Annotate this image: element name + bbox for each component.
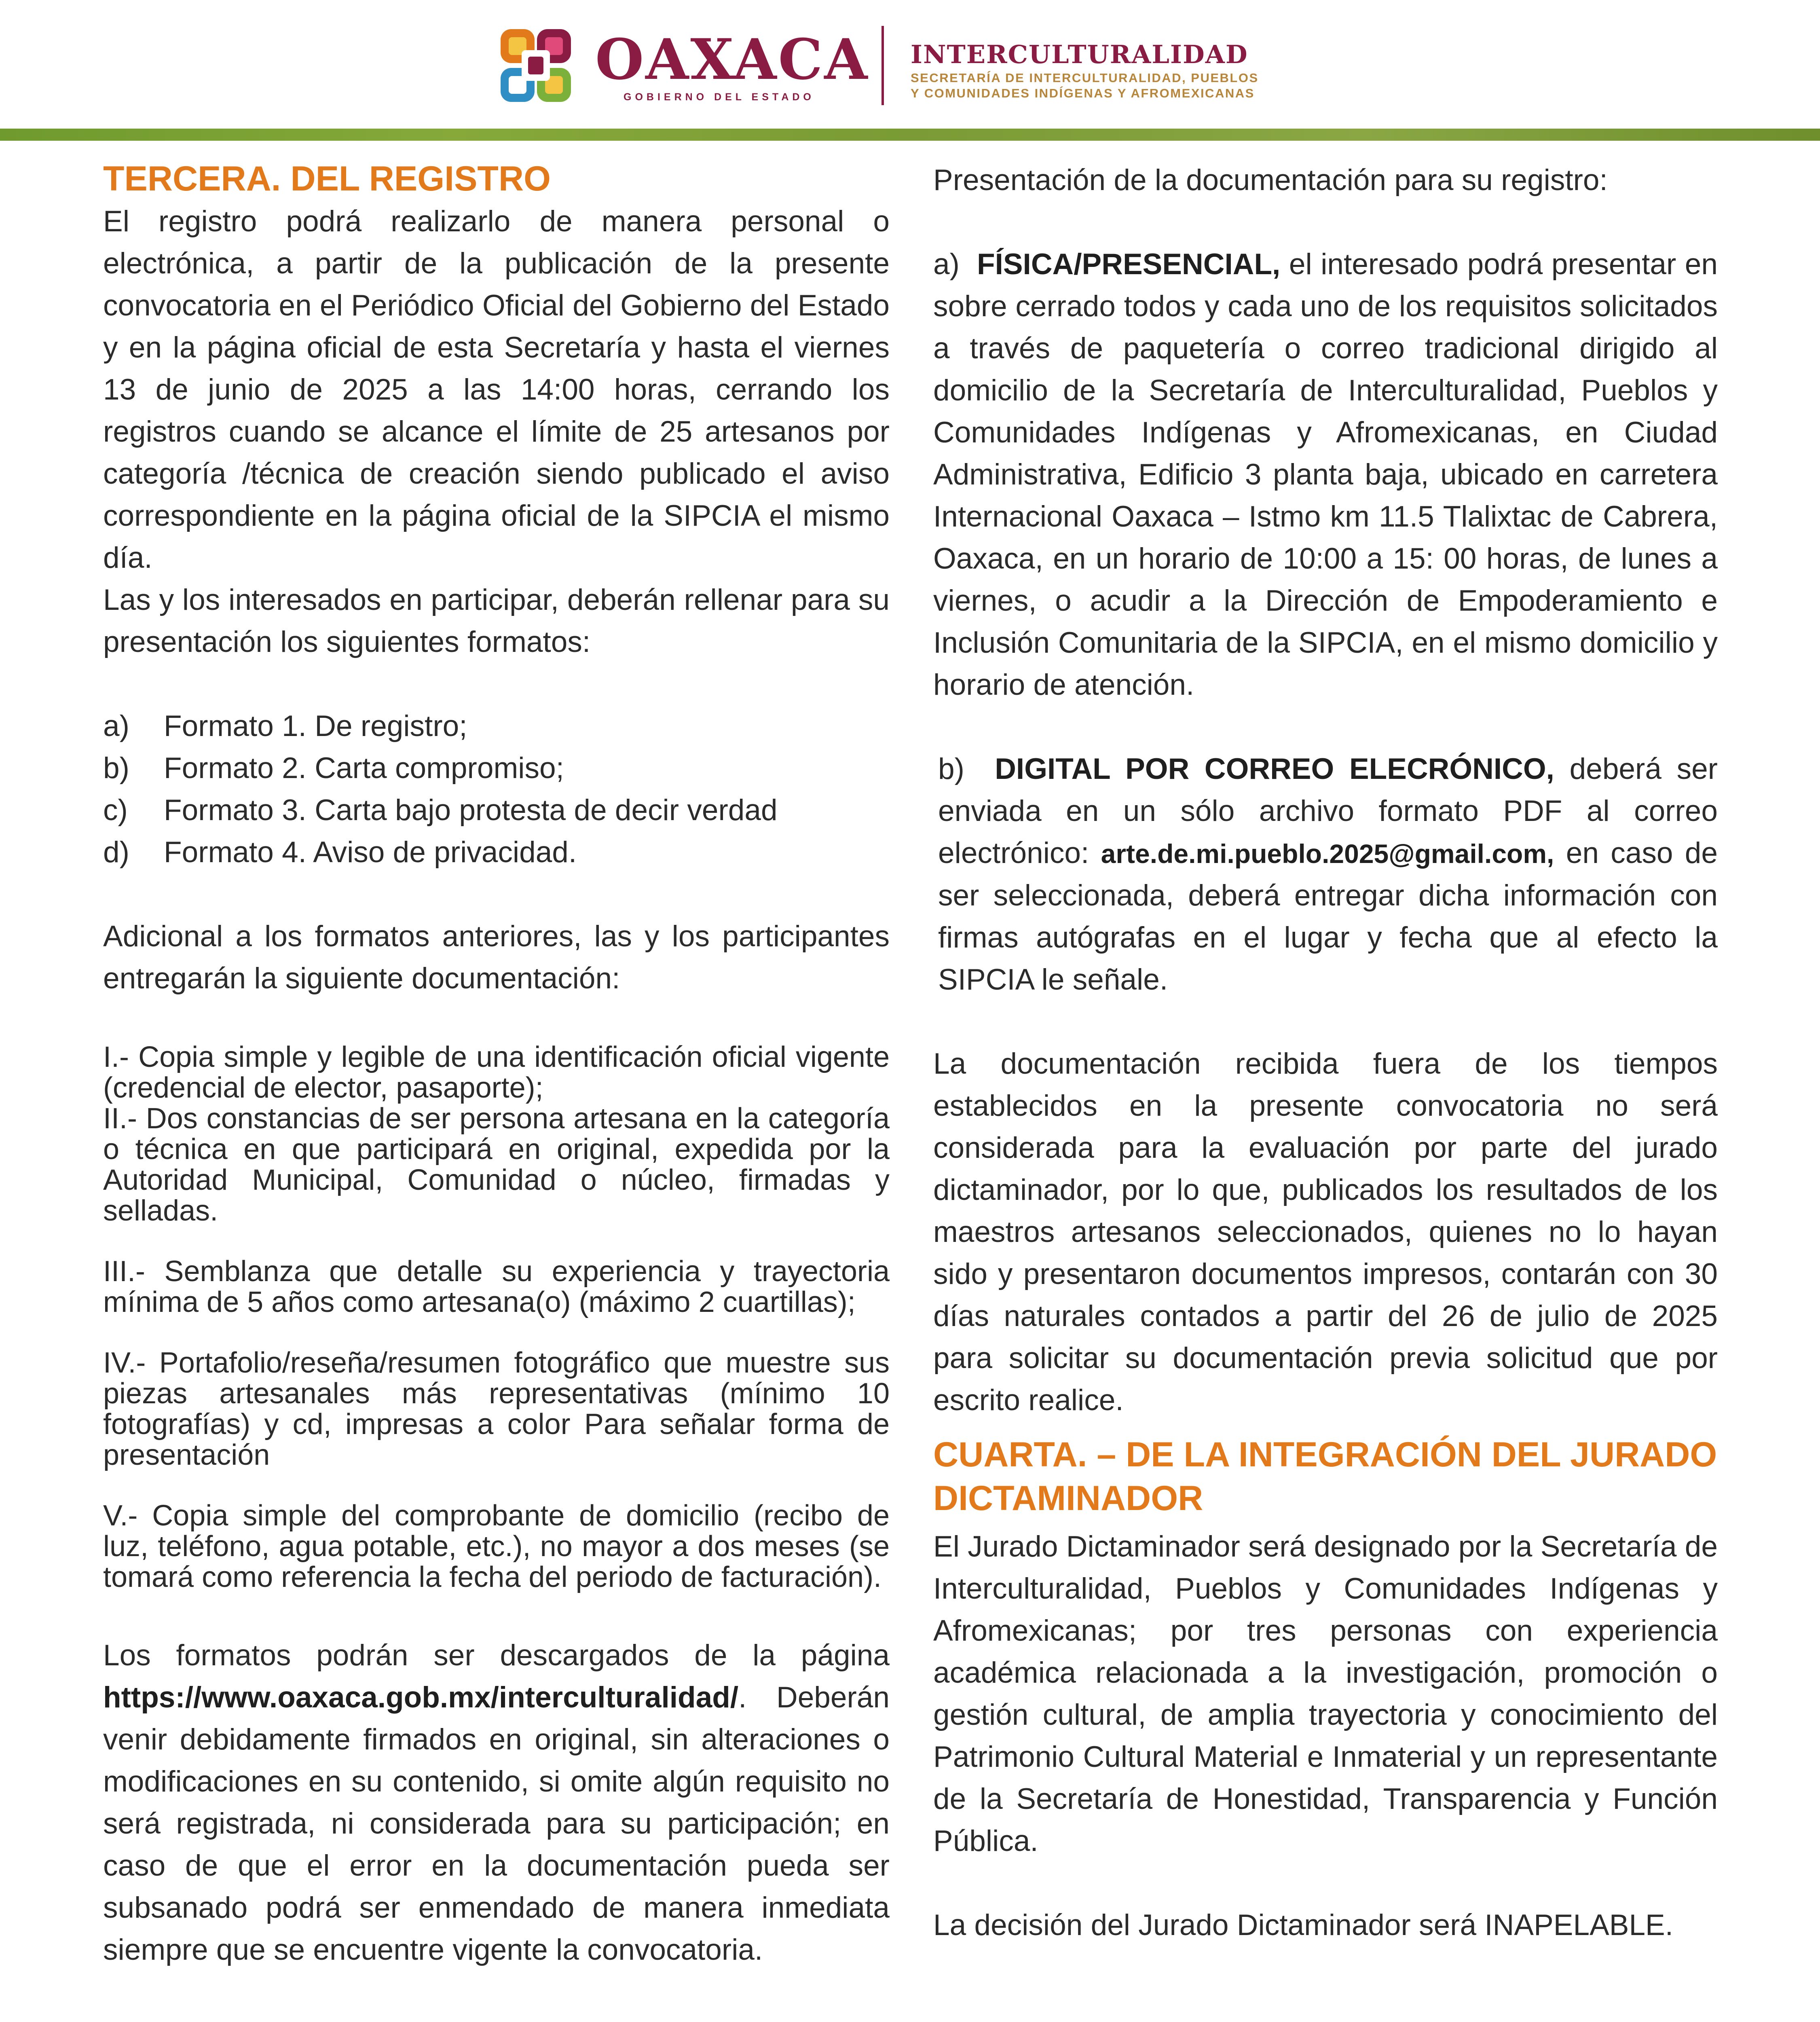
list-item: [103, 705, 890, 747]
option-b-marker: b): [938, 753, 964, 785]
descarga-paragraph: [103, 1635, 890, 1971]
formats-list: [103, 705, 890, 874]
late-docs-paragraph: La documentación recibida fuera de los tiempos establecidos en la presente convocatoria no será considerada para la evaluación por parte del jurado dictaminador, por lo que, publicados los resultados de los maestros artesanos seleccionados, quienes no lo hayan sido y presentaron documentos impresos, contarán con 30 días naturales contados a partir del 26 de julio de 2025 para solicitar su documentación previa solicitud que por escrito realice.: [933, 1047, 1718, 1417]
list-marker: a): [103, 710, 129, 742]
doc-item-5: V.- Copia simple del comprobante de domicilio (recibo de luz, teléfono, agua potable, etc.), no mayor a dos meses (se tomará como referencia la fecha del periodo de facturación).: [103, 1500, 890, 1593]
doc-item-2: II.- Dos constancias de ser persona artesana en la categoría o técnica en que participará en original, expedida por la Autoridad Municipal, Comunidad o núcleo, firmadas y selladas.: [103, 1102, 890, 1227]
presentacion-intro: Presentación de la documentación para su registro:: [933, 164, 1608, 197]
section-heading-tercera: TERCERA. DEL REGISTRO: [103, 159, 551, 198]
oaxaca-logo-icon: [497, 25, 575, 106]
left-column: [103, 157, 890, 1971]
list-text: Formato 2. Carta compromiso;: [164, 752, 564, 785]
department-subtitle-2: Y COMUNIDADES INDÍGENAS Y AFROMEXICANAS: [911, 86, 1255, 100]
list-text: Formato 3. Carta bajo protesta de decir verdad: [164, 794, 778, 827]
list-marker: d): [103, 836, 129, 869]
brand-name: OAXACA: [595, 26, 869, 92]
option-a-title: FÍSICA/PRESENCIAL,: [977, 248, 1281, 281]
jury-paragraph: El Jurado Dictaminador será designado por la Secretaría de Interculturalidad, Pueblos y Comunidades Indígenas y Afromexicanas; por tres personas con experiencia académica relacionada a la investigación, promoción o gestión cultural, de amplia trayectoria y conocimiento del Patrimonio Cultural Material e Inmaterial y un representante de la Secretaría de Honestidad, Transparencia y Función Pública.: [933, 1530, 1718, 1857]
formatos-intro: Las y los interesados en participar, deberán rellenar para su presentación los siguientes formatos:: [103, 584, 890, 658]
doc-item-4: IV.- Portafolio/reseña/resumen fotográfico que muestre sus piezas artesanales más representativas (mínimo 10 fotografías) y cd, impresas a color Para señalar forma de presentación: [103, 1347, 890, 1471]
option-b-paragraph: [933, 748, 1718, 1001]
option-a-text: el interesado podrá presentar en sobre cerrado todos y cada uno de los requisitos solicitados a través de paquetería o correo tradicional dirigido al domicilio de la Secretaría de Interculturalidad, Pueblos y Comunidades Indígenas y Afromexicanas, en Ciudad Administrativa, Edificio 3 planta baja, ubicado en carretera Internacional Oaxaca – Istmo km 11.5 Tlalixtac de Cabrera, Oaxaca, en un horario de 10:00 a 15: 00 horas, de lunes a viernes, o acudir a la Dirección de Empoderamiento e Inclusión Comunitaria de la SIPCIA, en el mismo domicilio y horario de atención.: [933, 248, 1718, 701]
option-b-text: deberá ser enviada en un sólo archivo formato PDF al correo electrónico:: [938, 753, 1718, 869]
download-link[interactable]: https://www.oaxaca.gob.mx/interculturalidad/: [103, 1681, 739, 1714]
header-band: [0, 129, 1820, 141]
registro-paragraph: El registro podrá realizarlo de manera personal o electrónica, a partir de la publicación de la presente convocatoria en el Periódico Oficial del Gobierno del Estado y en la página oficial de esta Secretaría y hasta el viernes 13 de junio de 2025 a las 14:00 horas, cerrando los registros cuando se alcance el límite de 25 artesanos por categoría /técnica de creación siendo publicado el aviso correspondiente en la página oficial de la SIPCIA el mismo día.: [103, 205, 890, 574]
option-b-text-2: en caso de ser seleccionada, deberá entregar dicha información con firmas autógrafas en el lugar y fecha que al efecto la SIPCIA le señale.: [938, 837, 1718, 996]
brand-block: [595, 26, 869, 103]
section-heading-cuarta: CUARTA. – DE LA INTEGRACIÓN DEL JURADO DICTAMINADOR: [933, 1435, 1717, 1518]
list-text: Formato 4. Aviso de privacidad.: [164, 836, 577, 869]
adicional-paragraph: Adicional a los formatos anteriores, las y los participantes entregarán la siguiente documentación:: [103, 920, 890, 995]
page-header: [0, 0, 1820, 133]
email-link[interactable]: arte.de.mi.pueblo.2025@gmail.com,: [1101, 839, 1554, 869]
header-divider: [881, 26, 884, 105]
option-b-title: DIGITAL POR CORREO ELECRÓNICO,: [995, 753, 1554, 785]
department-title: INTERCULTURALIDAD: [911, 40, 1248, 69]
list-item: [103, 747, 890, 789]
final-paragraph: La decisión del Jurado Dictaminador será INAPELABLE.: [933, 1909, 1674, 1942]
list-item: [103, 831, 890, 874]
option-a-marker: a): [933, 248, 960, 281]
right-column: [933, 157, 1718, 1946]
descarga-text-2: . Deberán venir debidamente firmados en original, sin alteraciones o modificaciones en su contenido, si omite algún requisito no será registrada, ni considerada para su participación; en caso de que el error en la documentación pueda ser subsanado podrá ser enmendado de manera inmediata siempre que se encuentre vigente la convocatoria.: [103, 1681, 890, 1966]
list-marker: b): [103, 752, 129, 785]
list-marker: c): [103, 794, 128, 827]
doc-item-3: III.- Semblanza que detalle su experiencia y trayectoria mínima de 5 años como artesana(o) (máximo 2 cuartillas);: [103, 1255, 890, 1318]
option-a-paragraph: [933, 243, 1718, 706]
list-item: [103, 789, 890, 831]
descarga-text: Los formatos podrán ser descargados de la página: [103, 1639, 890, 1672]
department-subtitle-1: SECRETARÍA DE INTERCULTURALIDAD, PUEBLOS: [911, 71, 1259, 85]
department-block: [911, 42, 1259, 101]
brand-subtitle: GOBIERNO DEL ESTADO: [624, 91, 815, 103]
list-text: Formato 1. De registro;: [164, 710, 467, 742]
doc-item-1: I.- Copia simple y legible de una identificación oficial vigente (credencial de elector, pasaporte);: [103, 1041, 890, 1104]
